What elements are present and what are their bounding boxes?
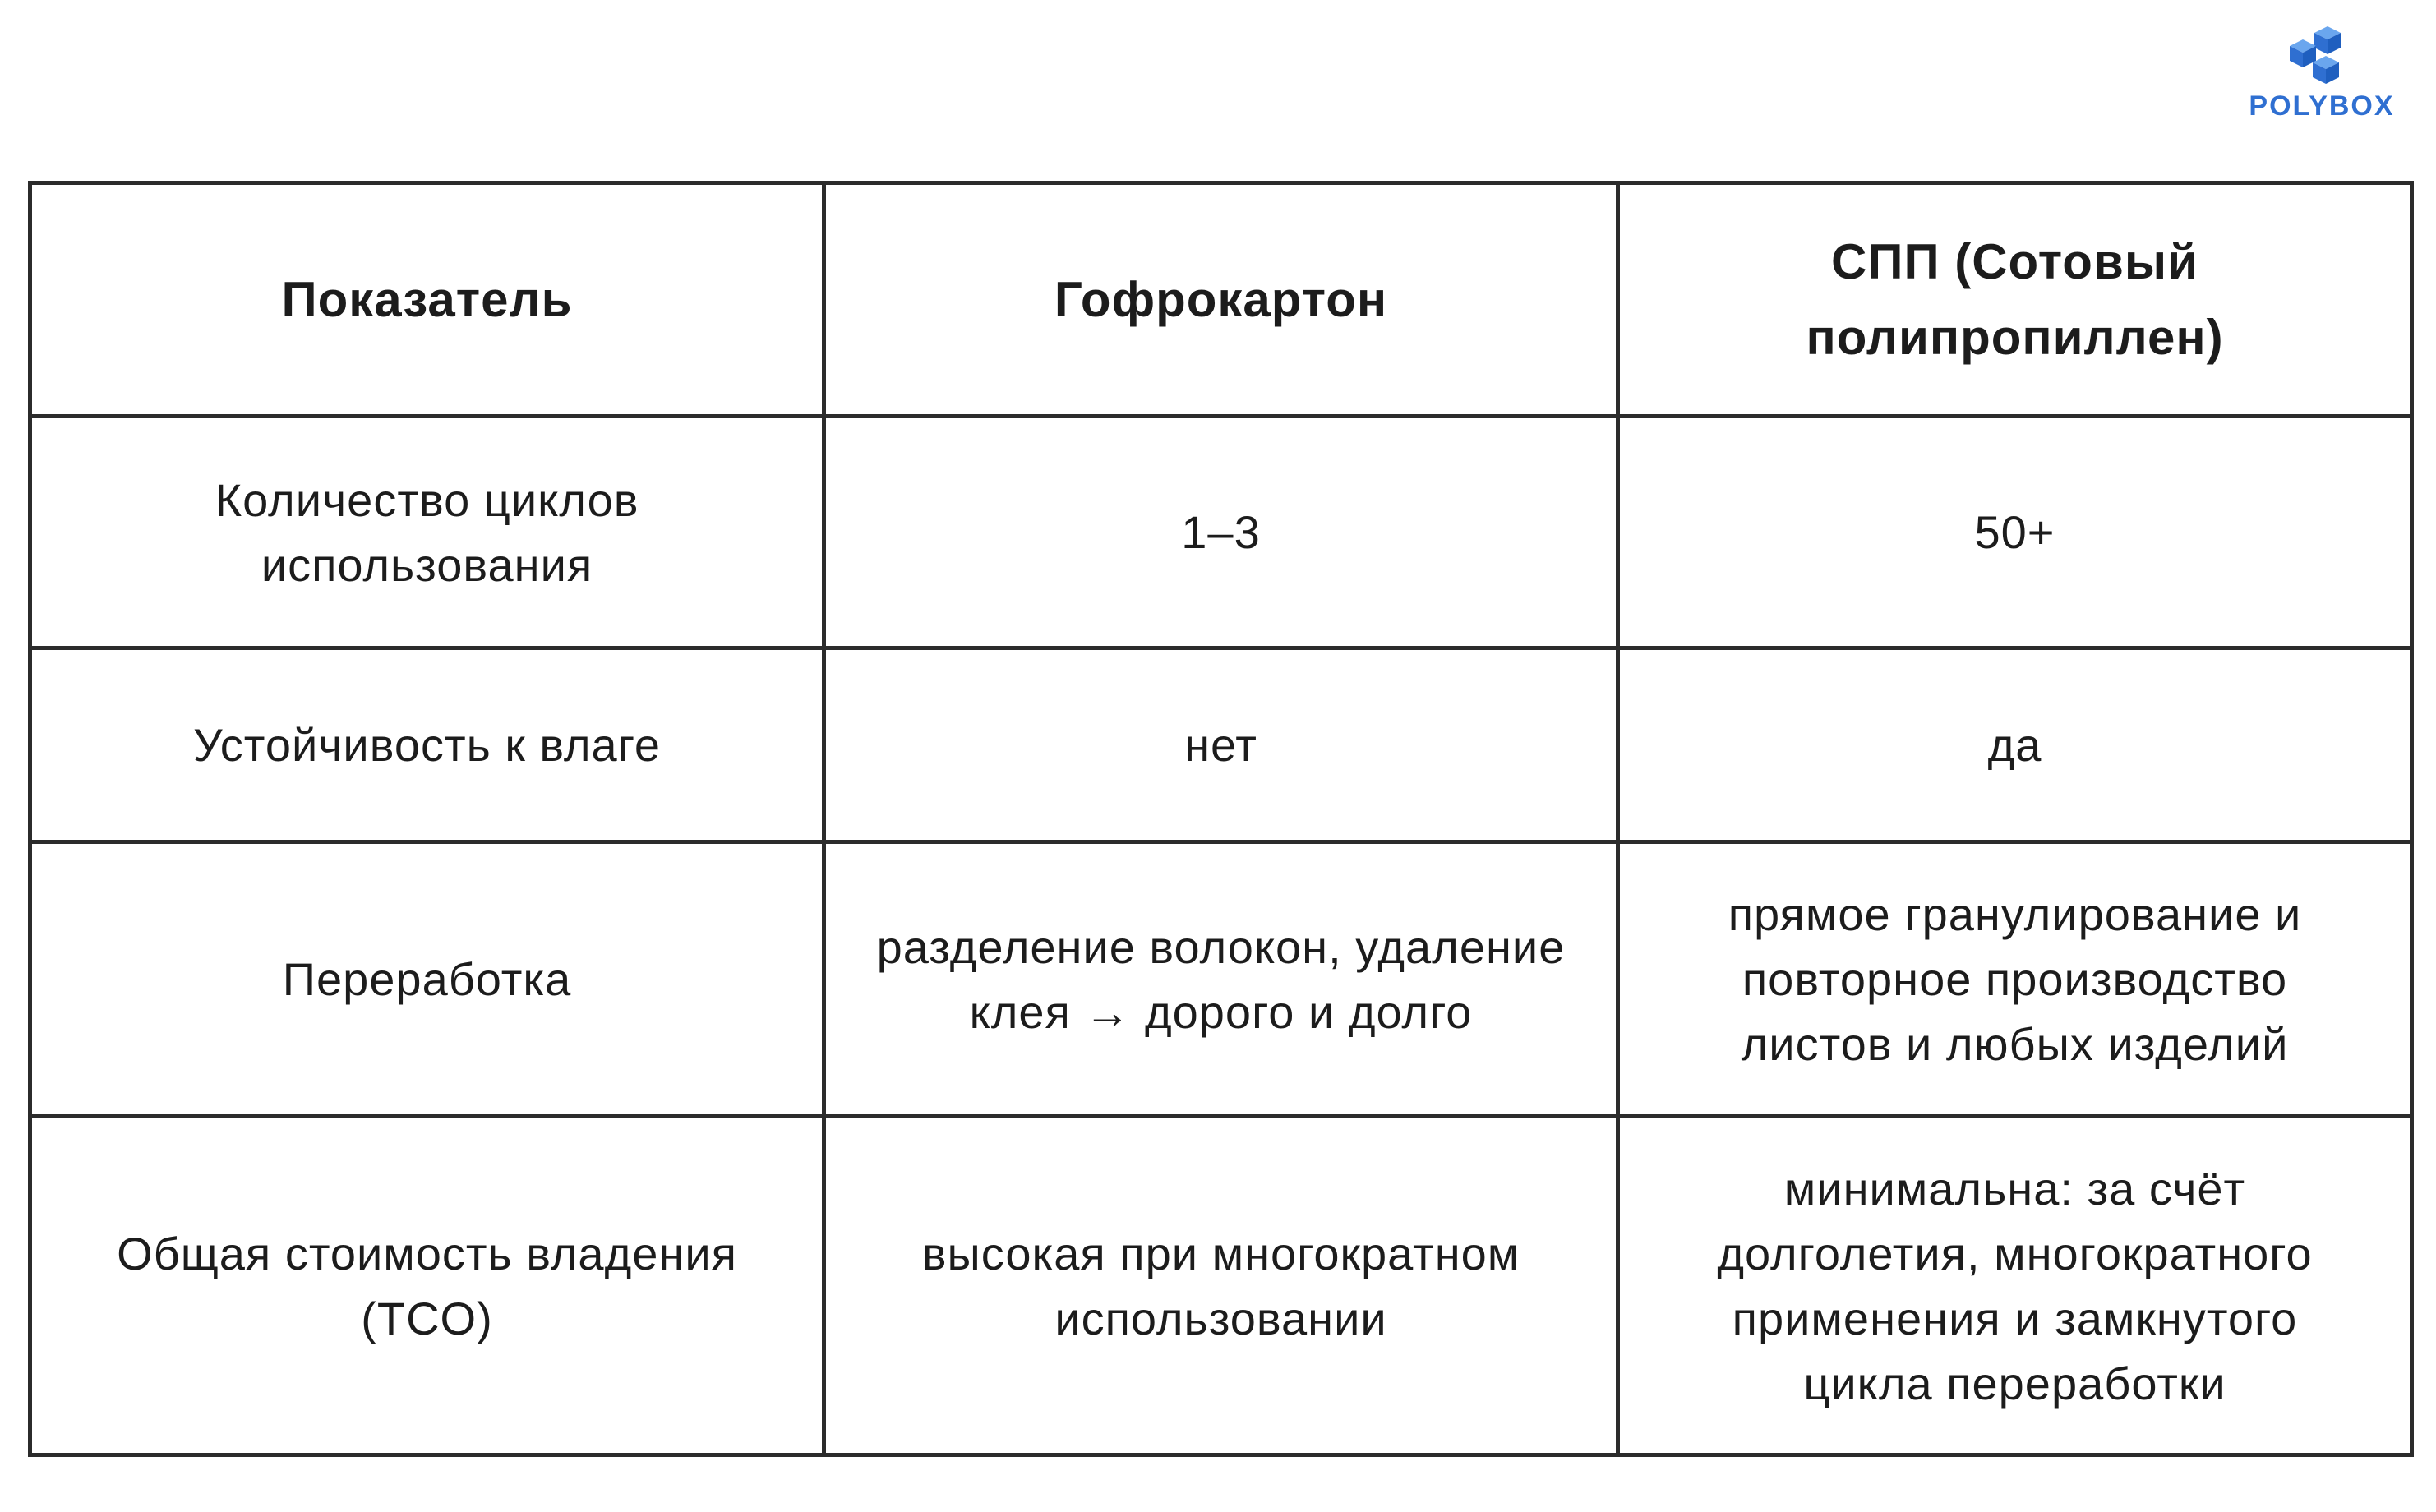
table-row <box>30 417 2412 648</box>
cell-spp-tco: минимальна: за счёт долголетия, многократного применения и замкнутого цикла переработки <box>1618 1117 2412 1455</box>
comparison-table <box>28 181 2414 1457</box>
cell-spp-moisture: да <box>1618 648 2412 842</box>
cell-cardboard-cycles: 1–3 <box>824 417 1618 648</box>
table-row <box>30 1117 2412 1455</box>
cubes-logo-icon <box>2285 23 2359 89</box>
table-row <box>30 842 2412 1117</box>
comparison-table-container <box>28 181 2410 1457</box>
cell-cardboard-tco: высокая при многократном использовании <box>824 1117 1618 1455</box>
table-header-row <box>30 183 2412 417</box>
logo-text: POLYBOX <box>2249 90 2395 122</box>
cell-spp-cycles: 50+ <box>1618 417 2412 648</box>
cell-cardboard-recycling: разделение волокон, удаление клея → дорого и долго <box>824 842 1618 1117</box>
header-honeycomb-polypropylene: СПП (Сотовый полипропиллен) <box>1618 183 2412 417</box>
header-corrugated-cardboard: Гофрокартон <box>824 183 1618 417</box>
polybox-logo <box>2235 23 2408 128</box>
row-label-recycling: Переработка <box>30 842 824 1117</box>
row-label-moisture: Устойчивость к влаге <box>30 648 824 842</box>
cell-spp-recycling: прямое гранулирование и повторное производство листов и любых изделий <box>1618 842 2412 1117</box>
cell-cardboard-moisture: нет <box>824 648 1618 842</box>
row-label-tco: Общая стоимость владения (TCO) <box>30 1117 824 1455</box>
table-row <box>30 648 2412 842</box>
header-indicator: Показатель <box>30 183 824 417</box>
row-label-cycles: Количество циклов использования <box>30 417 824 648</box>
